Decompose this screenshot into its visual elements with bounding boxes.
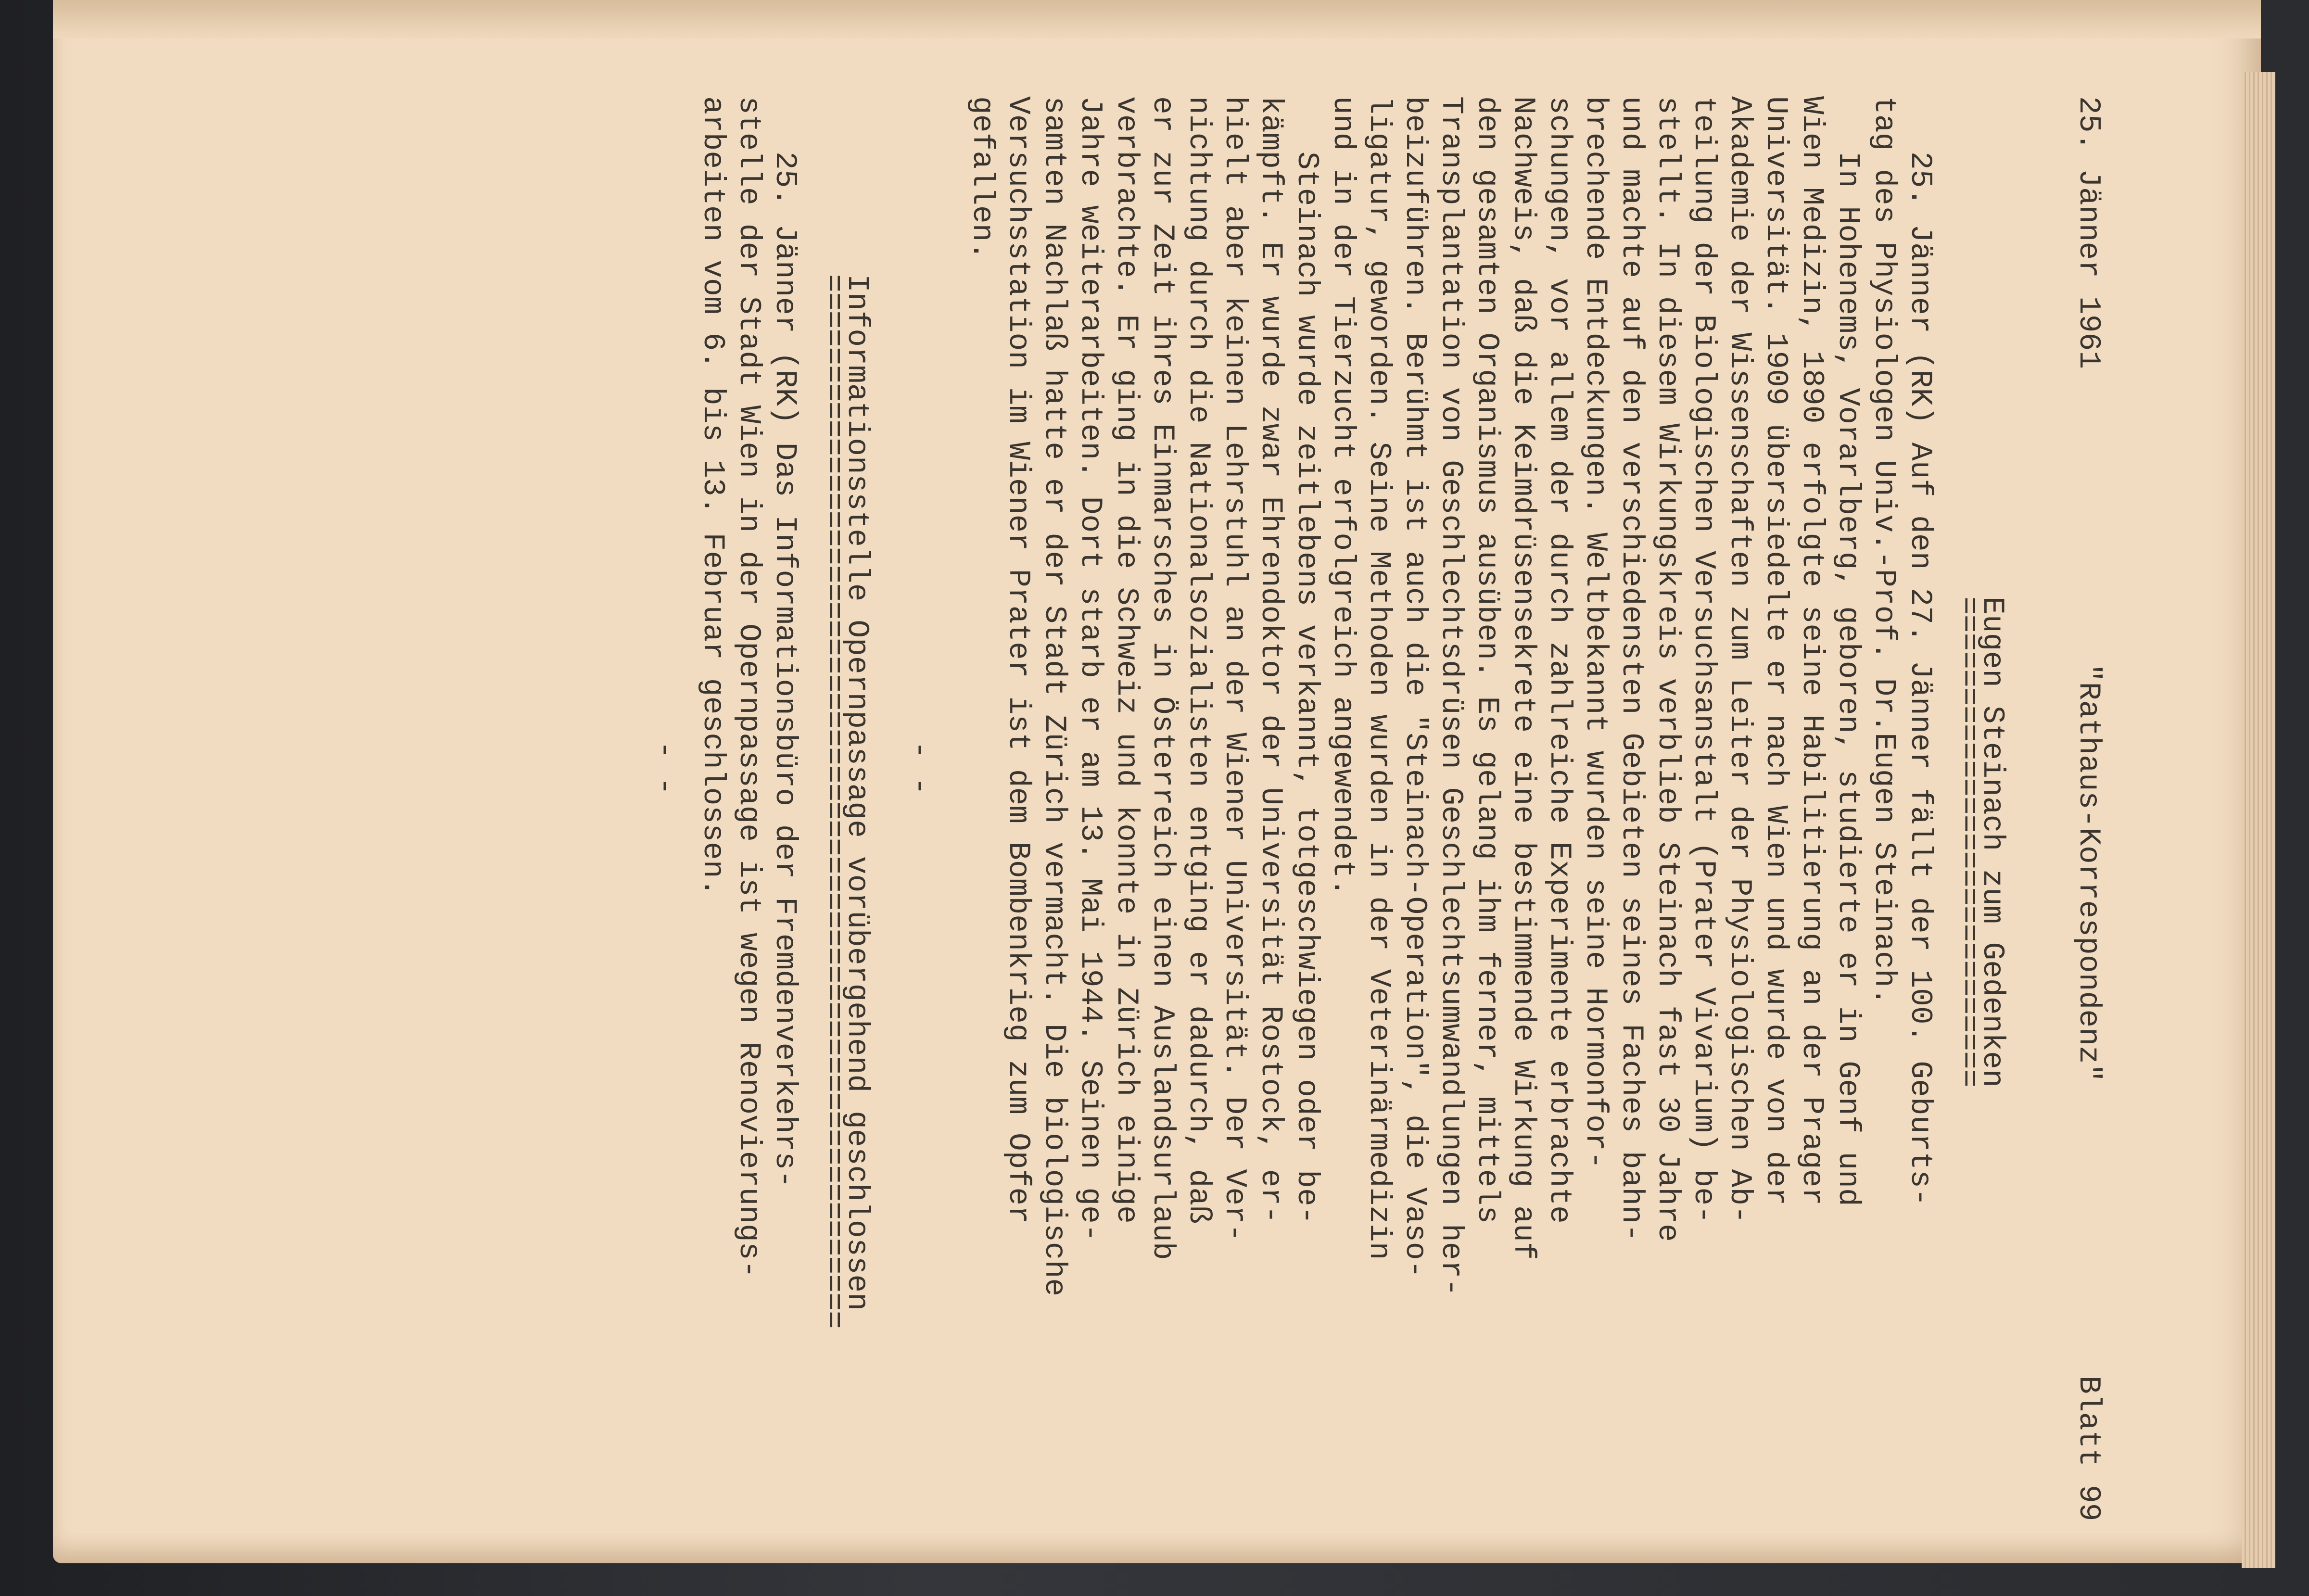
article-line: verbrachte. Er ging in die Schweiz und konnte in Zürich einige	[1109, 96, 1143, 1224]
page-top-shadow	[53, 0, 2261, 38]
article-line: teilung der Biologischen Versuchsanstalt (Prater Vivarium) be-	[1687, 96, 1721, 1224]
article-line: Wien Medizin, 1890 erfolgte seine Habilitierung an der Prager	[1795, 96, 1829, 1206]
article-line: nichtung durch die Nationalsozialisten entging er dadurch, daß	[1181, 96, 1216, 1224]
article-line: hielt aber keinen Lehrstuhl an der Wiener Universität. Der Ver-	[1218, 96, 1252, 1242]
section-separator: - -	[647, 741, 682, 796]
article-line: schungen, vor allem der durch zahlreiche Experimente erbrachte	[1542, 96, 1576, 1224]
article-line: Transplantation von Geschlechtsdrüsen Geschlechtsumwandlungen her-	[1434, 96, 1468, 1297]
article-line: Steinach wurde zeitlebens verkannt, totgeschwiegen oder be-	[1290, 152, 1324, 1225]
page-stack-edge	[2242, 72, 2275, 1568]
article-line: In Hohenems, Vorarlberg, geboren, studierte er in Genf und	[1831, 152, 1865, 1206]
article-line: Nachweis, daß die Keimdrüsensekrete eine bestimmende Wirkung auf	[1506, 96, 1540, 1260]
article-line: stellt. In diesem Wirkungskreis verblieb Steinach fast 30 Jahre	[1650, 96, 1685, 1242]
typewritten-text-block	[647, 96, 2112, 1563]
article-line: Universität. 1909 übersiedelte er nach Wien und wurde von der	[1759, 96, 1793, 1206]
page-header	[2064, 96, 2112, 1563]
header-page-number: Blatt 99	[2071, 1376, 2106, 1521]
article-line: samten Nachlaß hatte er der Stadt Zürich vermacht. Die biologische	[1037, 96, 1071, 1297]
article-title: Eugen Steinach zum Gedenken	[1975, 596, 2009, 1088]
article-line: Jahre weiterarbeiten. Dort starb er am 13. Mai 1944. Seinen ge-	[1073, 96, 1107, 1242]
article-line: 25. Jänner (RK) Das Informationsbüro der Fremdenverkehrs-	[768, 152, 802, 1188]
article-line: und in der Tierzucht erfolgreich angewendet.	[1326, 96, 1360, 897]
header-date: 25. Jänner 1961	[2071, 96, 2106, 369]
article-line: und machte auf den verschiedensten Gebieten seines Faches bahn-	[1614, 96, 1649, 1242]
article-title: Informationsstelle Opernpassage vorübergehend geschlossen	[840, 274, 874, 1311]
article-line: 25. Jänner (RK) Auf den 27. Jänner fällt der 100. Geburts-	[1903, 152, 1937, 1206]
article-line: arbeiten vom 6. bis 13. Februar geschlossen.	[696, 96, 730, 897]
article-title-rule: ===========================	[1951, 596, 1985, 1088]
header-publication: "Rathaus-Korrespondenz"	[2071, 664, 2106, 1082]
article-line: kämpft. Er wurde zwar Ehrendoktor der Universität Rostock, er-	[1254, 96, 1288, 1224]
article-line: stelle der Stadt Wien in der Opernpassage ist wegen Renovierungs-	[732, 96, 766, 1279]
article-line: den gesamten Organismus ausüben. Es gelang ihm ferner, mittels	[1470, 96, 1504, 1224]
article-line: er zur Zeit ihres Einmarsches in Österreich einen Auslandsurlaub	[1145, 96, 1180, 1260]
article-title-rule: ==========================================================	[816, 274, 850, 1329]
article-line: gefallen.	[965, 96, 999, 260]
article-line: Versuchsstation im Wiener Prater ist dem Bombenkrieg zum Opfer	[1001, 96, 1035, 1224]
section-separator: - -	[902, 741, 937, 796]
article-line: brechende Entdeckungen. Weltbekannt wurden seine Hormonfor-	[1578, 96, 1612, 1169]
article-line: Akademie der Wissenschaften zum Leiter der Physiologischen Ab-	[1723, 96, 1757, 1224]
article-line: beizuführen. Berühmt ist auch die "Steinach-Operation", die Vaso-	[1398, 96, 1432, 1279]
article-line: ligatur, geworden. Seine Methoden wurden in der Veterinärmedizin	[1362, 96, 1396, 1260]
article-line: tag des Physiologen Univ.-Prof. Dr.Eugen Steinach.	[1867, 96, 1901, 1006]
